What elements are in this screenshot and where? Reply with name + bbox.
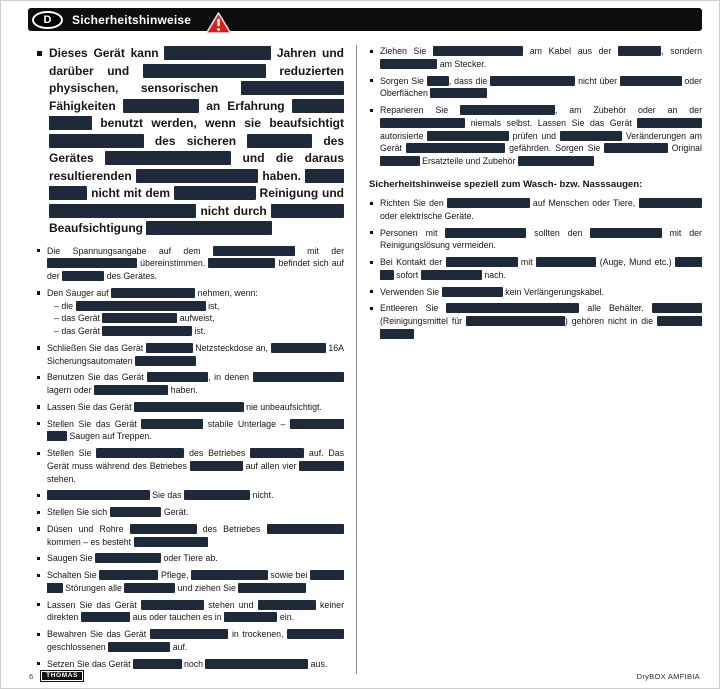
- highlighted-text: Schlauchsystem: [184, 490, 250, 501]
- highlighted-text: keine Menschen: [95, 553, 160, 564]
- highlighted-text: direkten Kontakt: [591, 227, 661, 238]
- safety-bullet: [36, 245, 344, 283]
- highlighted-text: Steckdose: [619, 46, 661, 56]
- page-footer: [29, 669, 700, 683]
- highlighted-text: auf Steckdosen: [639, 198, 701, 209]
- safety-bullet: [36, 401, 344, 414]
- bullet-text: Schalten Sie vor Reinigung, Pflege, Befüllen, Entleeren sowie bei Wartung und Störungen alle Schalter aus und ziehen Sie den Netzstecker.: [47, 570, 344, 593]
- safety-bullet: [36, 628, 344, 654]
- highlighted-text: chemischen Flüssigkeiten: [206, 658, 308, 669]
- safety-bullet: [36, 523, 344, 549]
- country-badge-d: [32, 11, 63, 29]
- highlighted-text: keinen Fall in Betrieb: [112, 287, 195, 298]
- bullet-text: Lassen Sie das Gerät nicht im Freien stehen und setzen Sie es keiner direkten Feuchtigkeit aus oder tauchen es in Flüssigkeiten ein.: [47, 599, 344, 623]
- highlighted-text: immer sicher: [190, 460, 242, 471]
- highlighted-text: nicht in Kopfnähe: [267, 523, 344, 534]
- sub-item: – das Gerät sichtbare Schäden aufweist,: [54, 313, 215, 324]
- safety-bullet: [36, 371, 344, 397]
- highlighted-text: auf eine feste,: [142, 418, 203, 429]
- highlighted-text: durchgeführt werden.: [147, 221, 271, 236]
- bullet-text: Reparieren Sie Schäden am Gerät, am Zubehör oder an der Netzanschlussleitung niemals selbst. Lassen Sie das Gerät nur durch eine autorisierte Kundendienststation prüfen und instand setzen. Veränderungen am Gerät können Ihre Gesundheit gefährden. Sorgen Sie dafür, dass nur Original THOMAS Ersatzteile und Zubehör verwendet werden.: [380, 105, 703, 166]
- highlighted-text: instand setzen.: [560, 130, 622, 141]
- highlighted-text: nicht auf das: [110, 507, 161, 518]
- highlighted-text: Verletzungsgefahr.: [134, 536, 208, 547]
- highlighted-text: scharfe Kanten: [620, 75, 681, 86]
- highlighted-text: Unterseite: [63, 271, 104, 282]
- safety-bullet: [369, 286, 702, 299]
- highlighted-text: Benutzer-Wartung dürfen: [50, 203, 196, 218]
- intro-list: [36, 45, 344, 238]
- safety-bullet: [36, 552, 344, 565]
- highlighted-text: oder Mangel: [123, 98, 199, 113]
- bullet-text: Benutzen Sie das Gerät nie in Räumen, in denen feuergefährliche Stoffe lagern oder sich Gase gebildet haben.: [47, 372, 343, 396]
- safety-bullet: [369, 227, 702, 253]
- highlighted-text: nach dem Nass-/Feuchtbetrieb: [447, 303, 579, 314]
- highlighted-text: nur durch eine: [638, 117, 701, 128]
- highlighted-text: nie in Räumen: [148, 372, 208, 383]
- thomas-logo: THOMAS: [40, 670, 84, 682]
- highlighted-text: Räumlichkeiten: [109, 641, 170, 652]
- highlighted-text: insbesondere beim: [47, 418, 344, 442]
- highlighted-text: Überdehnen oder knicken: [48, 490, 149, 501]
- highlighted-text: Gerät spielen.: [174, 186, 255, 201]
- highlighted-text: weder Hitze: [134, 658, 181, 669]
- safety-bullet: [36, 287, 344, 338]
- highlighted-text: nicht im Freien: [141, 599, 204, 610]
- highlighted-text: spülen Sie: [380, 257, 702, 280]
- highlighted-text: Schäden am Gerät: [461, 105, 554, 115]
- highlighted-text: abgesichert ist.: [136, 355, 196, 366]
- highlighted-text: empfindlicher Haut: [446, 227, 526, 238]
- page-header: [28, 8, 702, 31]
- highlighted-text: Versorgungsspannung: [48, 258, 137, 269]
- bullet-text: Ziehen Sie niemals den Stecker am Kabel aus der Steckdose, sondern ausschließlich am Stecker.: [380, 46, 702, 69]
- highlighted-text: von Personen mit: [143, 63, 265, 78]
- right-column: [356, 45, 702, 674]
- highlighted-text: Chemikalien: [652, 303, 701, 314]
- left-bullet-list: [36, 245, 344, 671]
- sub-item: – die Netzanschlussleitung beschädigt ist,: [54, 300, 220, 311]
- highlighted-text: Befüllen, Entleeren: [192, 570, 267, 581]
- bullet-text: Düsen und Rohre dürfen während des Betriebes nicht in Kopfnähe kommen – es besteht Verletzungsgefahr.: [47, 523, 344, 547]
- bullet-text: Schließen Sie das Gerät nur an eine Netzsteckdose an, die mit einem 16A Sicherungsautomaten abgesichert ist.: [47, 342, 344, 366]
- highlighted-text: sichtbare Schäden: [103, 313, 177, 324]
- bullet-text: Lassen Sie das Gerät im eingeschalteten Zustand nie unbeaufsichtigt.: [47, 401, 322, 412]
- safety-bullet: [36, 489, 344, 502]
- right-bullet-list-top: [369, 45, 702, 168]
- highlighted-text: mit viel Wasser: [421, 269, 481, 280]
- safety-bullet: [36, 599, 344, 625]
- safety-bullet: [369, 302, 702, 340]
- highlighted-text: Kinder ohne: [272, 203, 343, 218]
- highlighted-text: sauberen und: [288, 629, 343, 640]
- model-name: DryBOX AMFIBIA: [636, 671, 700, 681]
- bullet-text: Sorgen Sie dafür, dass die Netzanschlussleitung nicht über scharfe Kanten oder Oberflächen gezogen wird.: [380, 75, 702, 99]
- highlighted-text: niemals den Stecker: [433, 46, 523, 56]
- highlighted-text: Reinigungsstrahl nie: [448, 198, 529, 209]
- highlighted-text: Flüssigkeiten: [225, 612, 277, 623]
- safety-bullet: [36, 418, 344, 444]
- safety-bullet: [369, 104, 702, 168]
- highlighted-text: die mit einem: [271, 342, 325, 353]
- highlighted-text: Wartung und: [47, 570, 344, 593]
- highlighted-text: in Nassräumen: [442, 286, 502, 297]
- highlighted-text: Gefahren verstanden: [136, 168, 258, 183]
- bullet-text: Den Sauger auf keinen Fall in Betrieb nehmen, wenn:: [47, 287, 258, 298]
- highlighted-text: ausschließlich: [381, 58, 437, 69]
- highlighted-text: Hart- und Teppichböden: [467, 316, 564, 327]
- safety-bullet: [36, 342, 344, 368]
- bullet-text: Überdehnen oder knicken Sie das Schlauchsystem nicht.: [48, 490, 274, 501]
- highlighted-text: sich Gase gebildet: [94, 385, 168, 396]
- highlighted-text: nie hochkant: [250, 448, 304, 459]
- highlighted-text: Schalter aus: [125, 582, 175, 593]
- country-badge-label: D: [43, 13, 52, 26]
- safety-bullet: [36, 569, 344, 595]
- highlighted-text: Typenschild muss: [213, 245, 294, 256]
- highlighted-text: und/oder Wissen: [49, 98, 344, 131]
- highlighted-text: Netzanschlussleitung: [491, 75, 575, 86]
- highlighted-text: Das Typenschild: [209, 258, 275, 269]
- bullet-text: Bewahren Sie das Gerät sowie das Zubehör in trockenen, sauberen und geschlossenen Räumlichkeiten auf.: [47, 629, 343, 652]
- warning-triangle-icon: [205, 11, 232, 35]
- highlighted-text: Schleimhäuten: [537, 257, 596, 268]
- highlighted-text: dafür, dass nur: [605, 143, 667, 154]
- highlighted-text: THOMAS: [381, 156, 419, 166]
- sub-item: – das Gerät zuvor heruntergefallen ist.: [54, 326, 206, 337]
- highlighted-text: Gebrauchs: [248, 133, 312, 148]
- safety-bullet: [369, 197, 702, 223]
- bullet-text: Personen mit empfindlicher Haut sollten den direkten Kontakt mit der Reinigungslösung vermeiden.: [380, 227, 702, 251]
- highlighted-text: sowie das Zubehör: [150, 629, 228, 640]
- highlighted-text: von Kindern ab 8: [165, 46, 271, 60]
- page-number: 6: [29, 671, 34, 681]
- left-column: [36, 45, 356, 674]
- highlighted-text: können Ihre Gesundheit: [407, 143, 505, 154]
- safety-bullet: [369, 75, 702, 101]
- highlighted-text: dafür: [427, 75, 448, 86]
- highlighted-text: Feuchtigkeit: [81, 612, 130, 623]
- highlighted-text: gezogen wird.: [431, 88, 487, 99]
- highlighted-text: oder bezüglich: [50, 133, 143, 148]
- intro-text: Dieses Gerät kann von Kindern ab 8 Jahren und darüber und von Personen mit reduzierten physischen, sensorischen oder mentalen Fähigkeiten oder Mangel an Erfahrung und/oder Wissen benutzt werden, wenn sie beaufsichtigt oder bezüglich des sicheren Gebrauchs des Gerätes unterwiesen wurden und die daraus resultierenden Gefahren verstanden haben. Kinder dürfen nicht mit dem Gerät spielen. Reinigung und Benutzer-Wartung dürfen nicht durch Kinder ohne Beaufsichtigung durchgeführt werden.: [49, 46, 345, 236]
- highlighted-text: setzen Sie es: [258, 599, 315, 610]
- highlighted-text: Netzanschlussleitung beschädigt: [76, 300, 205, 311]
- bullet-text: Stellen Sie das Gerät auf eine feste, stabile Unterlage – insbesondere beim Saugen auf Treppen.: [47, 418, 344, 442]
- safety-bullet: [36, 447, 344, 485]
- highlighted-text: Hände von Kindern.: [380, 316, 702, 339]
- bullet-text: Bei Kontakt der Reinigungslösung mit Schleimhäuten (Auge, Mund etc.) spülen Sie sofort mit viel Wasser nach.: [380, 257, 702, 280]
- highlighted-text: Netzanschlussleitung: [381, 117, 465, 128]
- page-title: Sicherheitshinweise: [72, 12, 192, 27]
- content-columns: [36, 45, 702, 667]
- highlighted-text: feuergefährliche Stoffe: [253, 372, 343, 383]
- bullet-text: Die Spannungsangabe auf dem Typenschild muss mit der Versorgungsspannung übereinstimmen. Das Typenschild befindet sich auf der Unterseite des Gerätes.: [47, 245, 344, 282]
- right-bullet-list-section: [369, 197, 702, 341]
- highlighted-text: vor Reinigung,: [100, 570, 158, 581]
- section-heading-wet-vacuuming: Sicherheitshinweise speziell zum Wasch- bzw. Nasssaugen:: [369, 178, 643, 190]
- bullet-text: Stellen Sie sich nicht auf das Gerät.: [47, 507, 189, 518]
- bullet-text: Richten Sie den Reinigungsstrahl nie auf Menschen oder Tiere, auf Steckdosen oder elektrische Geräte.: [380, 198, 701, 221]
- highlighted-text: den Sauger während: [97, 448, 184, 459]
- highlighted-text: unterwiesen wurden: [106, 151, 231, 166]
- bullet-text: Stellen Sie den Sauger während des Betriebes nie hochkant auf. Das Gerät muss während des Betriebes immer sicher auf allen vier Laufrädern stehen.: [47, 448, 344, 484]
- highlighted-text: oder mentalen: [241, 81, 343, 96]
- highlighted-text: Kundendienststation: [428, 130, 508, 141]
- highlighted-text: verwendet werden.: [518, 156, 594, 166]
- bullet-text: Entleeren Sie nach dem Nass-/Feuchtbetrieb alle Behälter. Chemikalien (Reinigungsmittel für Hart- und Teppichböden) gehören nicht in die Hände von Kindern.: [380, 303, 702, 339]
- highlighted-text: nur an eine: [146, 342, 192, 353]
- bullet-text: Saugen Sie keine Menschen oder Tiere ab.: [47, 553, 218, 564]
- highlighted-text: zuvor heruntergefallen: [103, 326, 191, 337]
- safety-bullet: [36, 506, 344, 519]
- highlighted-text: Laufrädern: [300, 460, 343, 471]
- safety-bullet: [369, 256, 702, 282]
- highlighted-text: den Netzstecker.: [239, 582, 305, 593]
- highlighted-text: dürfen während: [130, 523, 196, 534]
- highlighted-text: im eingeschalteten Zustand: [135, 401, 243, 412]
- highlighted-text: Reinigungslösung: [446, 257, 517, 268]
- highlighted-text: Kinder dürfen: [49, 168, 344, 201]
- safety-bullet: [369, 45, 702, 71]
- intro-paragraph: [36, 45, 344, 238]
- bullet-text: Verwenden Sie in Nassräumen kein Verlängerungskabel.: [380, 286, 605, 297]
- bullet-text: Setzen Sie das Gerät weder Hitze noch chemischen Flüssigkeiten aus.: [47, 658, 328, 669]
